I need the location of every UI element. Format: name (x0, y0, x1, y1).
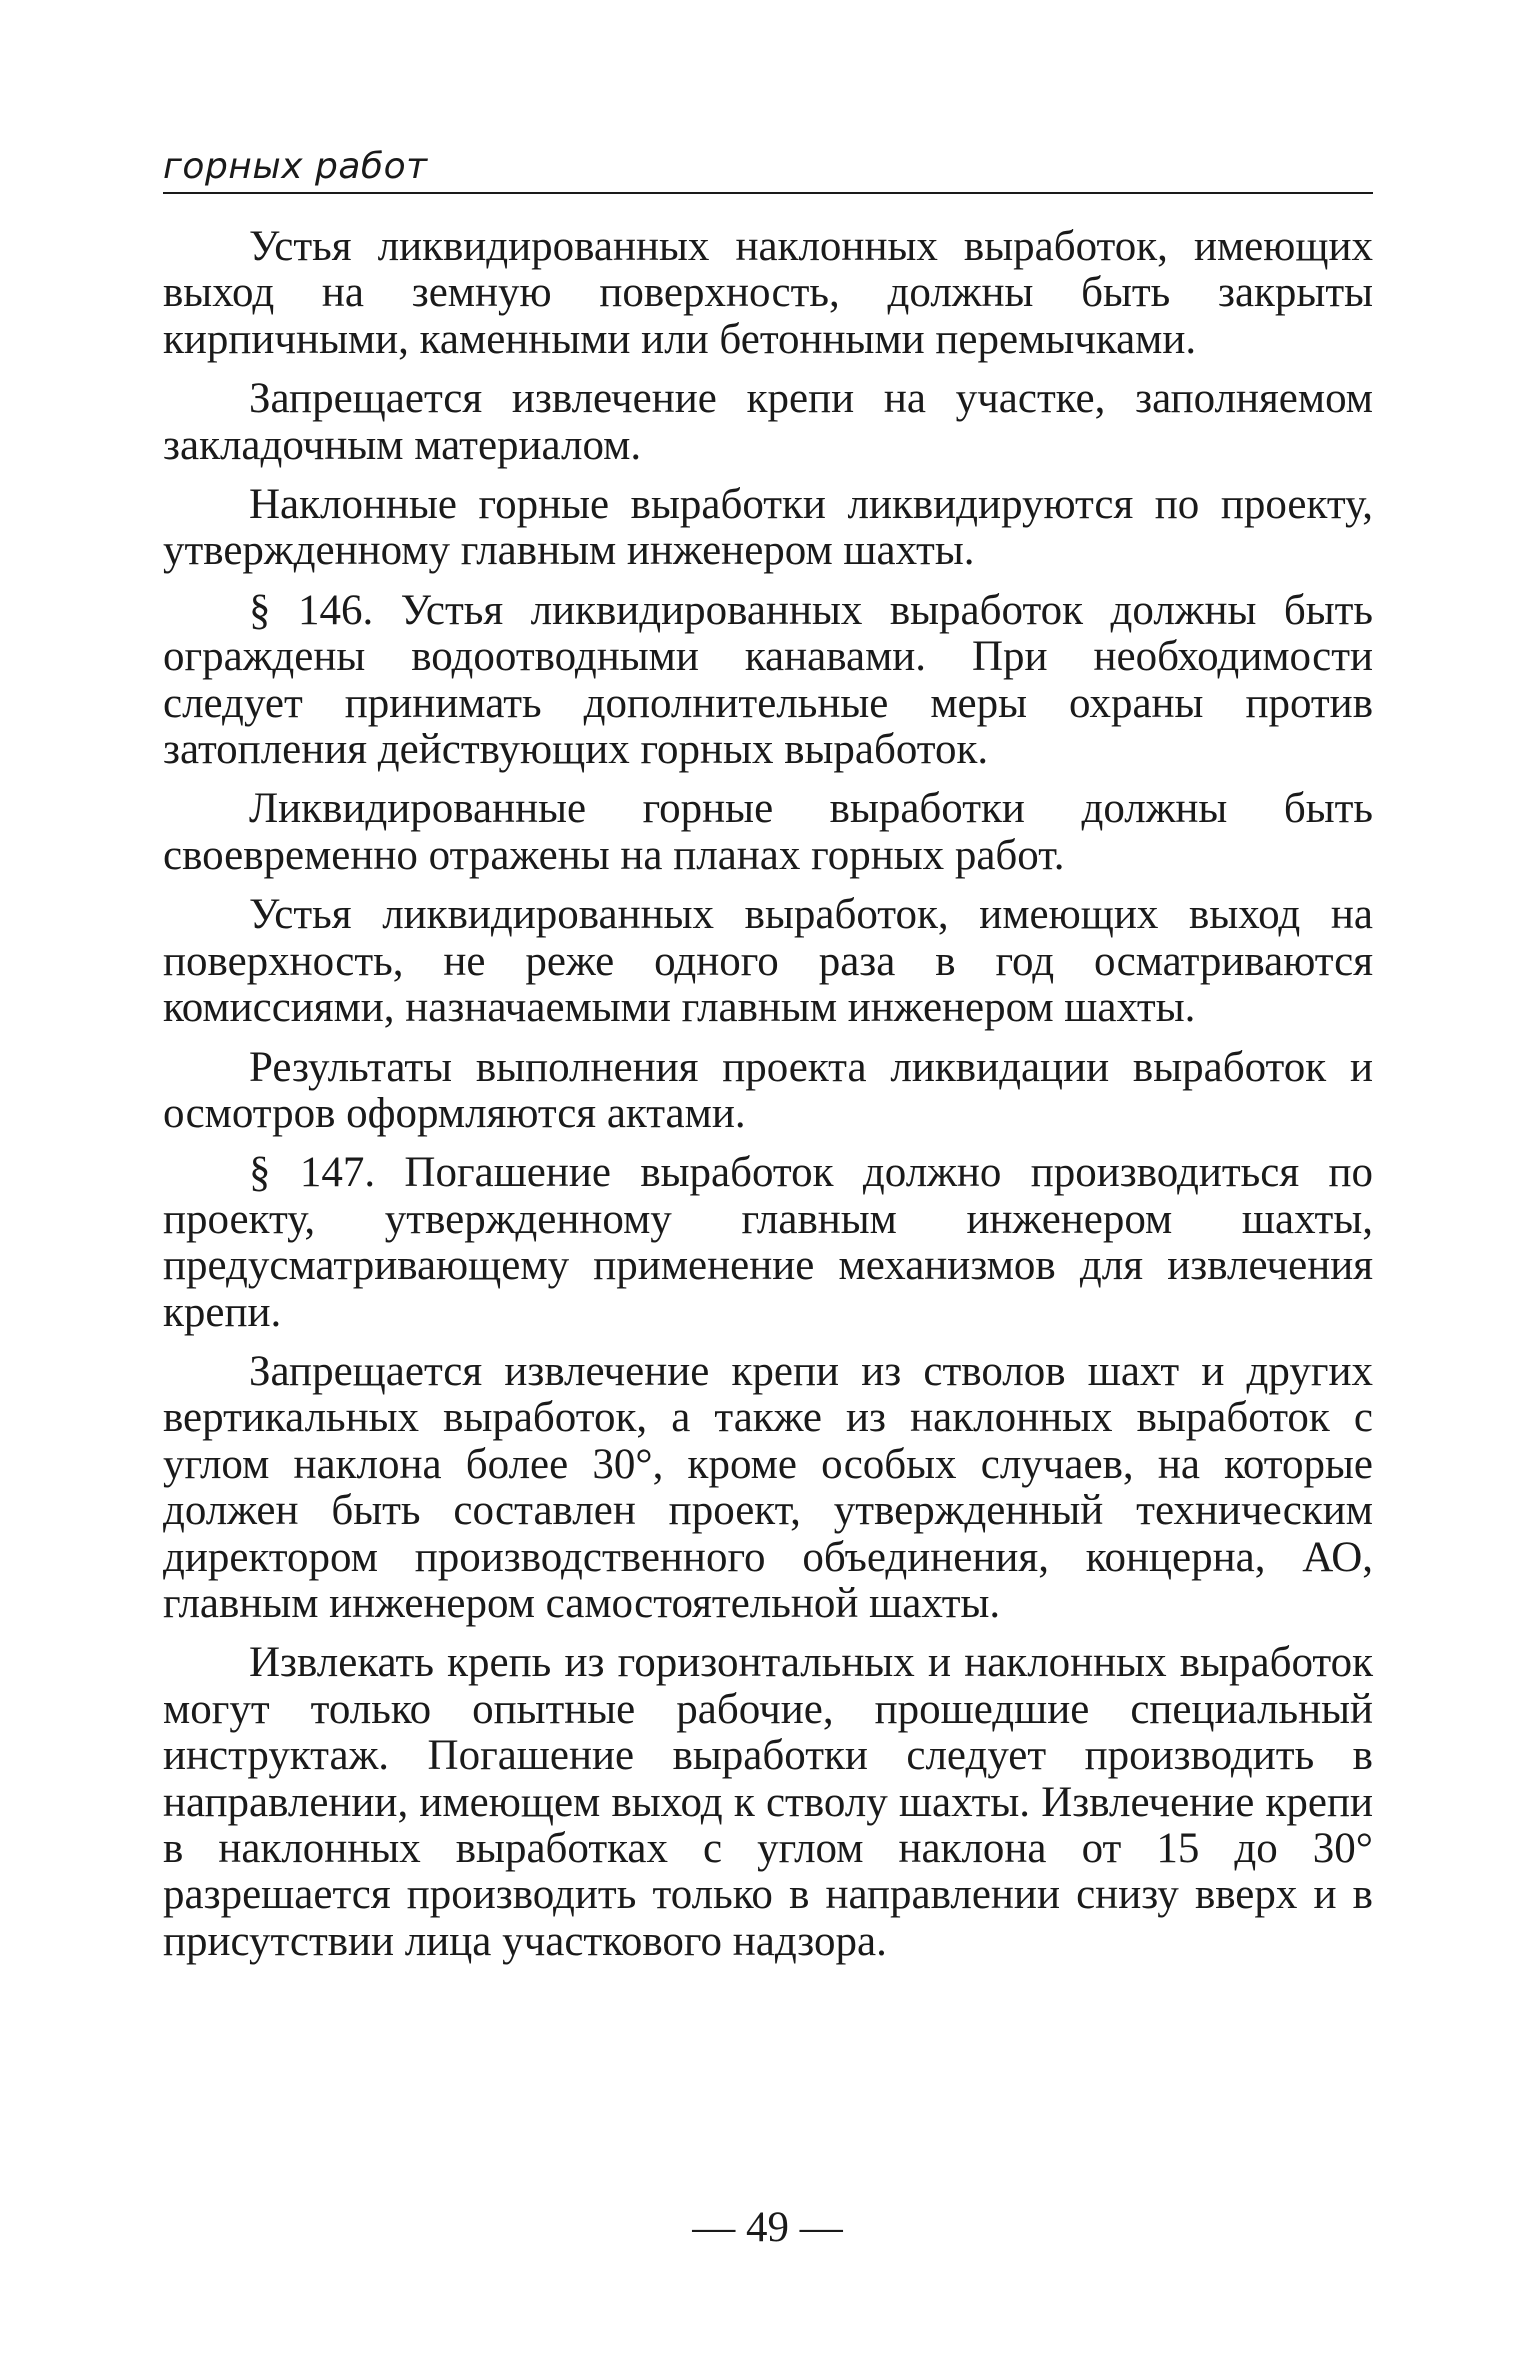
paragraph: Устья ликвидированных выработок, имеющих выход на поверхность, не реже одного раза в год осматриваются комиссиями, назначаемыми главным инженером шахты. (163, 891, 1373, 1032)
page-number: — 49 — (692, 2204, 843, 2251)
paragraph: Ликвидированные горные выработки должны быть своевременно отражены на планах горных работ. (163, 785, 1373, 879)
paragraph-section-147: § 147. Погашение выработок должно производиться по проекту, утвержденному главным инженером шахты, предусматривающему применение механизмов для извлечения крепи. (163, 1149, 1373, 1336)
paragraph: Устья ликвидированных наклонных выработок, имеющих выход на земную поверхность, должны быть закрыты кирпичными, каменными или бетонными перемычками. (163, 223, 1373, 363)
paragraph-section-146: § 146. Устья ликвидированных выработок должны быть ограждены водоотводными канавами. При необходимости следует принимать дополнительные меры охраны против затопления действующих горных выработок. (163, 586, 1373, 774)
paragraph: Запрещается извлечение крепи на участке, заполняемом закладочным материалом. (163, 375, 1373, 469)
paragraph: Результаты выполнения проекта ликвидации выработок и осмотров оформляются актами. (163, 1043, 1373, 1137)
running-head-title: горных работ (163, 146, 428, 187)
body-text (163, 224, 1373, 1965)
running-head (163, 140, 1373, 194)
paragraph: Наклонные горные выработки ликвидируются по проекту, утвержденному главным инженером шахты. (163, 481, 1373, 575)
paragraph: Извлекать крепь из горизонтальных и наклонных выработок могут только опытные рабочие, прошедшие специальный инструктаж. Погашение выработки следует производить в направлении, имеющем выход к стволу шахты. Извлечение крепи в наклонных выработках с углом наклона от 15 до 30° разрешается производить только в направлении снизу вверх и в присутствии лица участкового надзора. (163, 1639, 1373, 1965)
paragraph: Запрещается извлечение крепи из стволов шахт и других вертикальных выработок, а также из наклонных выработок с углом наклона более 30°, кроме особых случаев, на которые должен быть составлен проект, утвержденный техническим директором производственного объединения, концерна, АО, главным инженером самостоятельной шахты. (163, 1347, 1373, 1627)
